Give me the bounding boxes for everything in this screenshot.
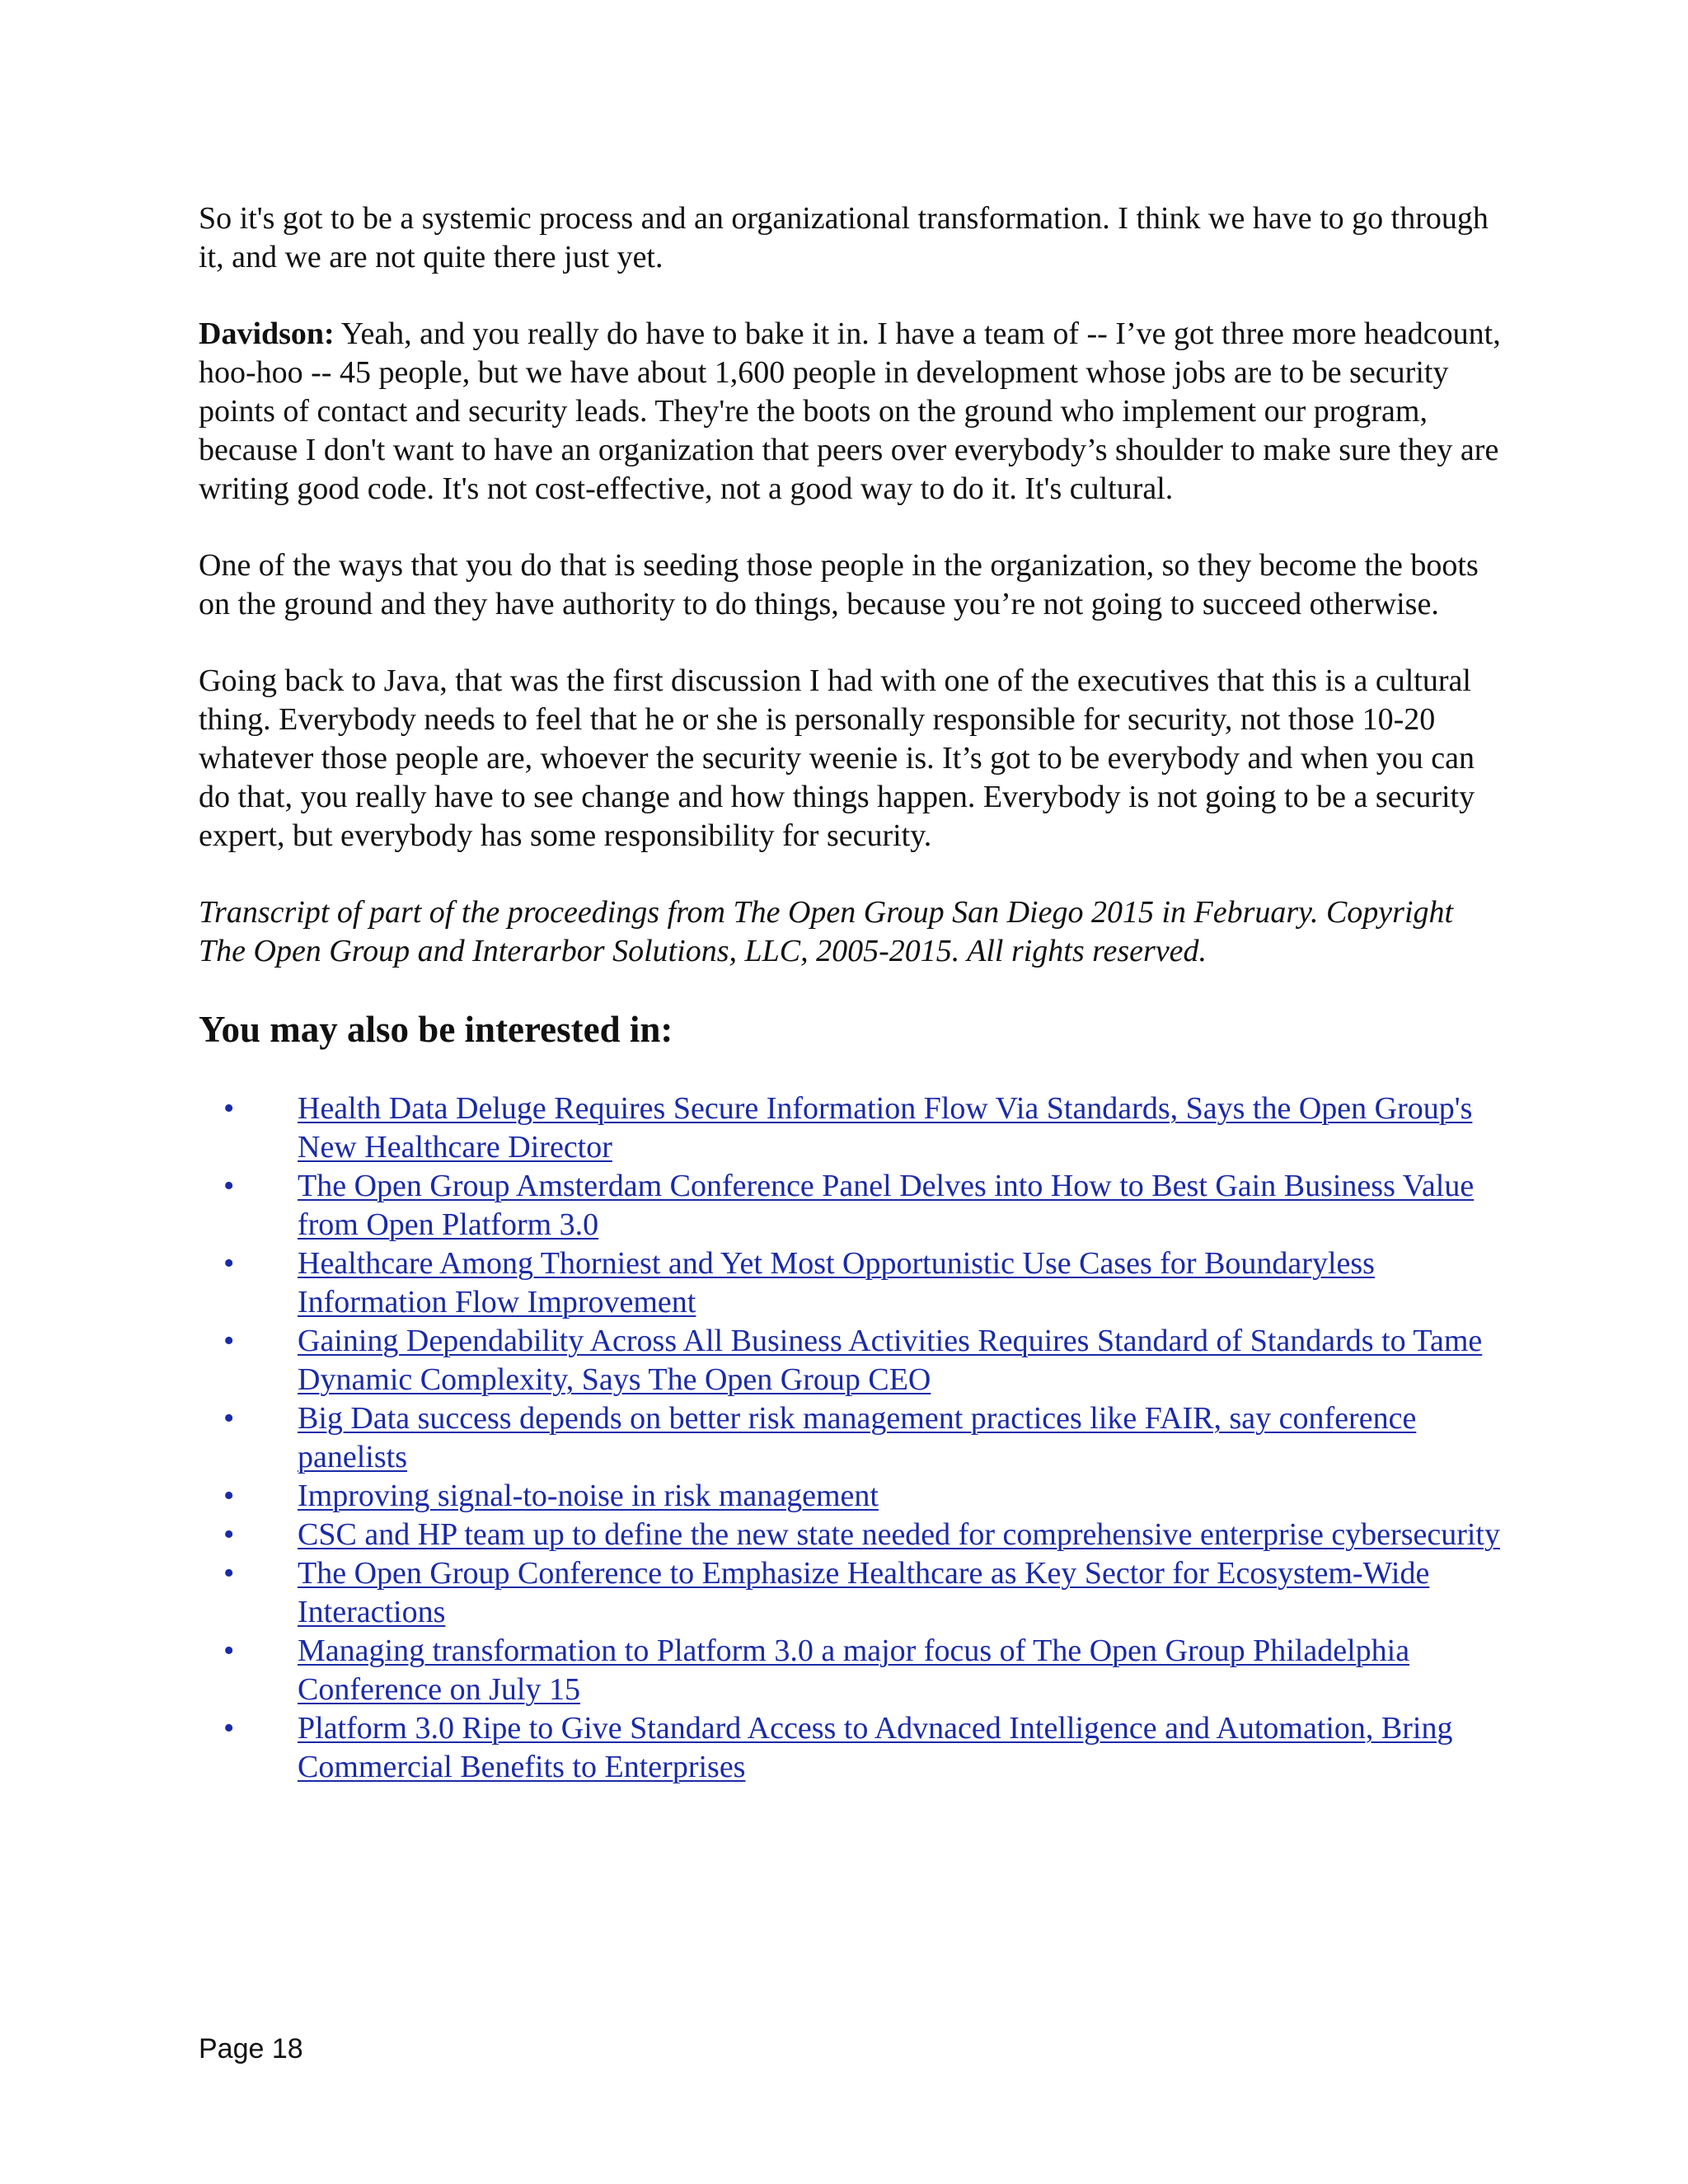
davidson-paragraph [199, 315, 1501, 509]
related-link[interactable]: Big Data success depends on better risk management practices like FAIR, say conference panelists [298, 1401, 1417, 1474]
list-item [199, 1477, 1501, 1516]
related-link[interactable]: Gaining Dependability Across All Business Activities Requires Standard of Standards to Tame Dynamic Complexity, Says The Open Group CEO [298, 1324, 1483, 1397]
related-links-list [199, 1090, 1501, 1787]
related-link[interactable]: Health Data Deluge Requires Secure Information Flow Via Standards, Says the Open Group's New Healthcare Director [298, 1091, 1473, 1165]
transcript-note: Transcript of part of the proceedings from The Open Group San Diego 2015 in February. Copyright The Open Group and Interarbor Solutions, LLC, 2005-2015. All rights reserved. [199, 895, 1454, 968]
related-heading: You may also be interested in: [199, 1009, 673, 1050]
body-paragraph: Going back to Java, that was the first discussion I had with one of the executives that this is a cultural thing. Everybody needs to feel that he or she is personally responsible for security, not those 10-20 whatever those people are, whoever the security weenie is. It’s got to be everybody and when you can do that, you really have to see change and how things happen. Everybody is not going to be a security expert, but everybody has some responsibility for security. [199, 663, 1475, 853]
related-link[interactable]: Managing transformation to Platform 3.0 a major focus of The Open Group Philadelphia Conference on July 15 [298, 1633, 1410, 1707]
speaker-name: Davidson: [199, 316, 335, 351]
bullet-icon: • [223, 1401, 235, 1436]
list-item [199, 1399, 1501, 1477]
page-number: Page 18 [199, 2033, 303, 2064]
bullet-icon: • [223, 1169, 235, 1203]
list-item [199, 1322, 1501, 1399]
document-page [199, 199, 1501, 1787]
bullet-icon: • [223, 1324, 235, 1358]
list-item [199, 1709, 1501, 1787]
bullet-icon: • [223, 1517, 235, 1552]
related-link[interactable]: Healthcare Among Thorniest and Yet Most Opportunistic Use Cases for Boundaryless Information Flow Improvement [298, 1246, 1375, 1319]
related-link[interactable]: Platform 3.0 Ripe to Give Standard Access to Advnaced Intelligence and Automation, Bring Commercial Benefits to Enterprises [298, 1711, 1453, 1784]
related-link[interactable]: The Open Group Amsterdam Conference Panel Delves into How to Best Gain Business Value from Open Platform 3.0 [298, 1169, 1475, 1242]
related-link[interactable]: Improving signal-to-noise in risk management [298, 1479, 879, 1513]
list-item [199, 1244, 1501, 1322]
list-item [199, 1516, 1501, 1554]
bullet-icon: • [223, 1091, 235, 1126]
bullet-icon: • [223, 1633, 235, 1668]
body-paragraph: So it's got to be a systemic process and an organizational transformation. I think we have to go through it, and we are not quite there just yet. [199, 201, 1489, 274]
list-item [199, 1167, 1501, 1244]
bullet-icon: • [223, 1479, 235, 1513]
bullet-icon: • [223, 1556, 235, 1591]
related-link[interactable]: CSC and HP team up to define the new state needed for comprehensive enterprise cybersecurity [298, 1517, 1500, 1552]
list-item [199, 1554, 1501, 1632]
related-link[interactable]: The Open Group Conference to Emphasize Healthcare as Key Sector for Ecosystem-Wide Interactions [298, 1556, 1430, 1629]
list-item [199, 1090, 1501, 1167]
body-paragraph: One of the ways that you do that is seeding those people in the organization, so they become the boots on the ground and they have authority to do things, because you’re not going to succeed otherwise. [199, 548, 1479, 621]
speaker-text: Yeah, and you really do have to bake it in. I have a team of -- I’ve got three more headcount, hoo-hoo -- 45 people, but we have about 1,600 people in development whose jobs are to be security points of contact and security leads. They're the boots on the ground who implement our program, because I don't want to have an organization that peers over everybody’s shoulder to make sure they are writing good code. It's not cost-effective, not a good way to do it. It's cultural. [199, 316, 1501, 506]
bullet-icon: • [223, 1711, 235, 1746]
list-item [199, 1632, 1501, 1709]
bullet-icon: • [223, 1246, 235, 1281]
